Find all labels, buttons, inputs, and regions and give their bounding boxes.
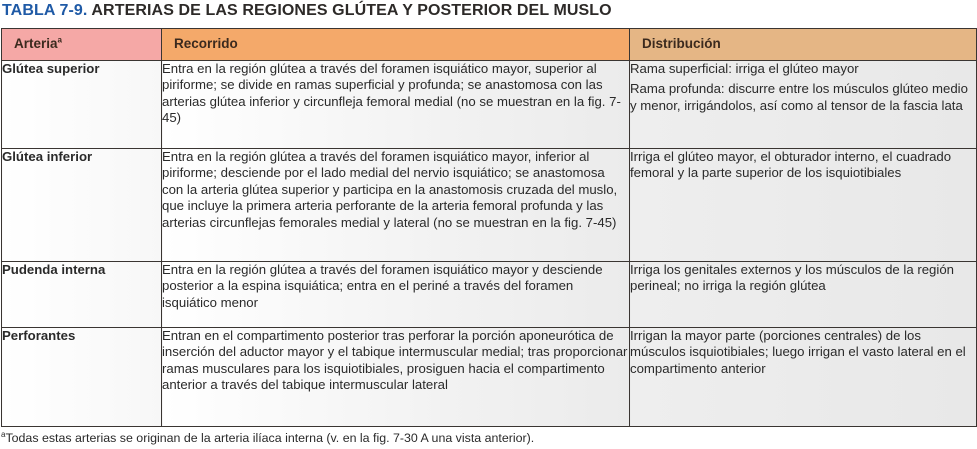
cell-arteria: Glútea inferior: [2, 149, 162, 262]
table-row: [2, 262, 977, 328]
header-recorrido: Recorrido: [162, 29, 630, 61]
table-row: [2, 328, 977, 427]
footnote-marker: a: [1, 429, 6, 439]
cell-recorrido: Entra en la región glútea a través del foramen isquiático mayor, superior al piriforme; se divide en ramas superficial y profunda; se anastomosa con las arterias glútea inferior y circunfleja femoral medial (no se muestran en la fig. 7-45): [162, 61, 630, 149]
cell-recorrido: Entra en la región glútea a través del foramen isquiático mayor, inferior al piriforme; desciende por el lado medial del nervio isquiático; se anastomosa con la arteria glútea superior y participa en la anastomosis cruzada del muslo, que incluye la primera arteria perforante de la arteria femoral profunda y las arterias circunflejas femorales medial y lateral (no se muestran en la fig. 7-45): [162, 149, 630, 262]
header-distribucion: Distribución: [630, 29, 977, 61]
cell-arteria: Glútea superior: [2, 61, 162, 149]
cell-distribucion: [630, 262, 977, 328]
arteries-table: [1, 28, 977, 427]
cell-recorrido: Entran en el compartimento posterior tras perforar la porción aponeurótica de inserción del aductor mayor y el tabique intermuscular medial; tras proporcionar ramas musculares para los isquiotibiales, prosiguen hacia el compartimento anterior a través del tabique intermuscular lateral: [162, 328, 630, 427]
table-title: [2, 1, 612, 21]
table-title-text: ARTERIAS DE LAS REGIONES GLÚTEA Y POSTERIOR DEL MUSLO: [91, 2, 612, 19]
distribucion-paragraph: Rama superficial: irriga el glúteo mayor: [630, 61, 859, 76]
header-row: [2, 29, 977, 61]
distribucion-paragraph: Irriga los genitales externos y los músculos de la región perineal; no irriga la región glútea: [630, 262, 954, 294]
header-arteria: [2, 29, 162, 61]
footnote: [1, 431, 534, 445]
header-arteria-label: Arteria: [14, 36, 58, 52]
distribucion-paragraph: Rama profunda: discurre entre los músculos glúteo medio y menor, irrigándolos, así como al tensor de la fascia lata: [630, 81, 968, 113]
table-row: [2, 149, 977, 262]
cell-arteria: Perforantes: [2, 328, 162, 427]
footnote-text: Todas estas arterias se originan de la arteria ilíaca interna (v. en la fig. 7-30 A una vista anterior).: [5, 431, 535, 445]
cell-distribucion: [630, 61, 977, 149]
cell-distribucion: [630, 149, 977, 262]
distribucion-paragraph: Irriga el glúteo mayor, el obturador interno, el cuadrado femoral y la parte superior de los isquiotibiales: [630, 149, 952, 181]
table-row: [2, 61, 977, 149]
cell-arteria: Pudenda interna: [2, 262, 162, 328]
table-number: TABLA 7-9.: [2, 2, 88, 19]
cell-distribucion: [630, 328, 977, 427]
cell-recorrido: Entra en la región glútea a través del foramen isquiático mayor y desciende posterior a la espina isquiática; entra en el periné a través del foramen isquiático menor: [162, 262, 630, 328]
distribucion-paragraph: Irrigan la mayor parte (porciones centrales) de los músculos isquiotibiales; luego irrigan el vasto lateral en el compartimento anterior: [630, 328, 966, 376]
footnote-marker: a: [57, 35, 62, 45]
